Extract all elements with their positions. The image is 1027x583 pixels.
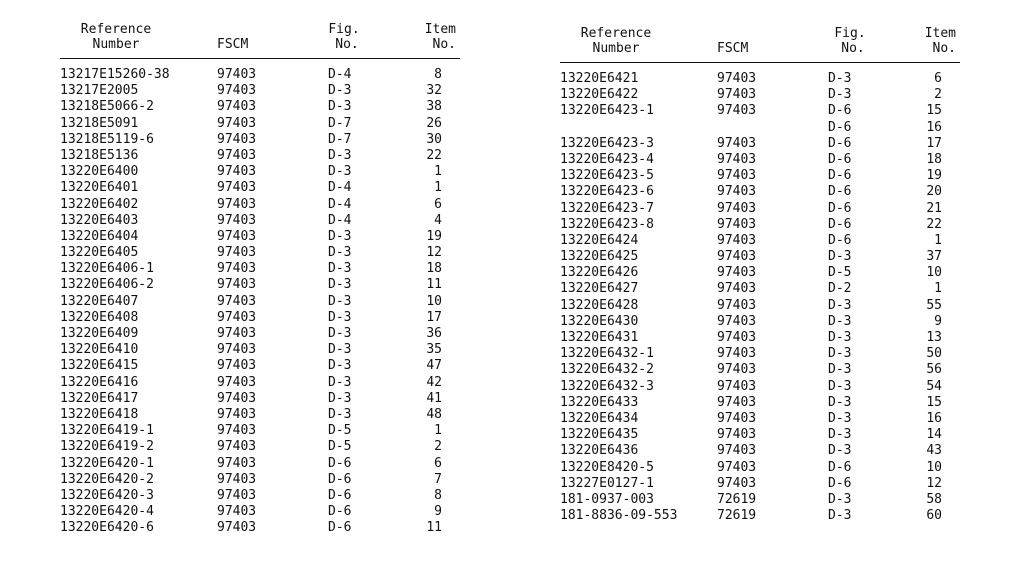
fscm-cell: 97403 [717, 281, 757, 297]
fig-no-cell: D-6 [328, 471, 352, 487]
fig-no-cell: D-6 [828, 119, 852, 135]
ref-number-cell: 13220E6410 [60, 342, 139, 358]
table-row [60, 407, 460, 423]
table-row [60, 116, 460, 132]
ref-number-cell: 13220E6423-3 [560, 135, 654, 151]
item-no-cell: 43 [926, 443, 942, 459]
item-no-header: Item No. [924, 26, 956, 56]
ref-number-cell: 13218E5119-6 [60, 131, 154, 147]
fscm-cell: 97403 [217, 147, 257, 163]
fig-no-cell: D-6 [828, 135, 852, 151]
table-row [560, 395, 960, 411]
ref-number-cell: 13220E6423-7 [560, 200, 654, 216]
item-no-cell: 22 [926, 216, 942, 232]
item-no-cell: 12 [926, 475, 942, 491]
ref-number-header: Reference Number [80, 22, 152, 52]
item-no-cell: 8 [434, 67, 442, 82]
fig-no-cell: D-4 [328, 67, 352, 82]
item-no-cell: 58 [926, 491, 942, 507]
ref-number-cell: 13220E6402 [60, 196, 139, 212]
table-body [60, 67, 460, 536]
item-no-cell: 42 [426, 374, 442, 390]
fig-no-cell: D-3 [328, 164, 352, 180]
table-row [60, 83, 460, 99]
fig-no-cell: D-3 [328, 309, 352, 325]
table-row [60, 67, 460, 83]
item-no-cell: 10 [926, 459, 942, 475]
fig-no-cell: D-6 [828, 151, 852, 167]
ref-number-header: Reference Number [580, 26, 652, 56]
fscm-cell: 72619 [717, 508, 757, 524]
fscm-cell: 97403 [717, 71, 757, 86]
ref-number-cell: 13220E6408 [60, 309, 139, 325]
ref-number-cell: 181-0937-003 [560, 491, 654, 507]
item-no-cell: 30 [426, 131, 442, 147]
item-no-cell: 9 [934, 313, 942, 329]
item-no-cell: 21 [926, 200, 942, 216]
item-no-cell: 35 [426, 342, 442, 358]
table-row [560, 168, 960, 184]
ref-number-cell: 13220E6430 [560, 313, 639, 329]
table-row [560, 330, 960, 346]
ref-number-cell: 13220E6431 [560, 330, 639, 345]
ref-number-cell: 13220E6415 [60, 358, 139, 374]
fig-no-cell: D-3 [328, 83, 352, 99]
fscm-cell: 97403 [717, 330, 757, 345]
table-row [560, 136, 960, 152]
fig-no-cell: D-3 [328, 277, 352, 293]
table-row [560, 87, 960, 103]
ref-number-cell: 13220E6436 [560, 443, 639, 459]
table-row [60, 375, 460, 391]
table-row [60, 229, 460, 245]
fscm-cell: 97403 [717, 216, 757, 232]
ref-number-cell: 13220E6435 [560, 427, 639, 443]
ref-number-cell: 13220E6420-6 [60, 520, 154, 536]
ref-number-cell: 13220E6403 [60, 212, 139, 228]
fig-no-cell: D-7 [328, 131, 352, 147]
fscm-cell: 97403 [217, 390, 257, 406]
item-no-cell: 47 [426, 358, 442, 374]
item-no-cell: 18 [426, 261, 442, 277]
fig-no-cell: D-3 [828, 443, 852, 459]
fig-no-cell: D-6 [828, 232, 852, 248]
ref-number-cell: 13220E6423-4 [560, 151, 654, 167]
fig-no-cell: D-3 [828, 346, 852, 362]
table-row [60, 423, 460, 439]
ref-number-cell: 13220E6421 [560, 71, 639, 86]
table-row [560, 152, 960, 168]
fscm-cell: 97403 [717, 184, 757, 200]
fscm-cell: 97403 [217, 131, 257, 147]
fig-no-cell: D-3 [328, 374, 352, 390]
fig-no-cell: D-3 [328, 326, 352, 341]
right-table [560, 22, 960, 524]
ref-number-cell: 13220E6405 [60, 245, 139, 261]
ref-number-cell: 13220E6426 [560, 265, 639, 281]
table-row [560, 217, 960, 233]
ref-number-cell: 13220E6417 [60, 390, 139, 406]
table-row [60, 277, 460, 293]
item-no-cell: 17 [426, 309, 442, 325]
ref-number-cell: 13220E6400 [60, 164, 139, 180]
item-no-cell: 41 [426, 390, 442, 406]
item-no-cell: 1 [934, 281, 942, 297]
ref-number-cell: 13220E6418 [60, 406, 139, 422]
ref-number-cell: 13220E6433 [560, 394, 639, 410]
table-row [560, 427, 960, 443]
table-row [560, 233, 960, 249]
fig-no-cell: D-6 [828, 200, 852, 216]
table-row [560, 362, 960, 378]
table-row [60, 164, 460, 180]
fig-no-cell: D-6 [328, 504, 352, 520]
table-row [60, 358, 460, 374]
table-row [560, 249, 960, 265]
table-header [60, 18, 460, 58]
fscm-cell: 97403 [717, 427, 757, 443]
ref-number-cell: 13220E6407 [60, 293, 139, 309]
table-body [560, 71, 960, 524]
table-row [560, 346, 960, 362]
fig-no-cell: D-6 [828, 184, 852, 200]
fig-no-cell: D-3 [828, 87, 852, 103]
item-no-cell: 18 [926, 151, 942, 167]
item-no-cell: 56 [926, 362, 942, 378]
fig-no-cell: D-6 [828, 168, 852, 184]
fig-no-cell: D-3 [828, 330, 852, 345]
table-row [560, 184, 960, 200]
fig-no-cell: D-3 [828, 508, 852, 524]
table-row [560, 71, 960, 87]
fig-no-header: Fig. No. [834, 26, 866, 56]
item-no-cell: 11 [426, 277, 442, 293]
fig-no-cell: D-4 [328, 180, 352, 196]
item-no-cell: 20 [926, 184, 942, 200]
fscm-cell: 97403 [717, 103, 757, 119]
fig-no-cell: D-3 [828, 297, 852, 313]
item-no-cell: 1 [434, 164, 442, 180]
ref-number-cell: 13220E6401 [60, 180, 139, 196]
item-no-cell: 10 [426, 293, 442, 309]
ref-number-cell: 13218E5066-2 [60, 99, 154, 115]
table-row [60, 180, 460, 196]
fig-no-cell: D-3 [328, 147, 352, 163]
table-row [60, 310, 460, 326]
fscm-cell: 97403 [217, 487, 257, 503]
table-row [60, 488, 460, 504]
fscm-cell: 97403 [217, 228, 257, 244]
fscm-cell: 97403 [217, 180, 257, 196]
item-no-cell: 10 [926, 265, 942, 281]
table-header [560, 22, 960, 62]
fscm-cell: 97403 [217, 406, 257, 422]
table-row [60, 472, 460, 488]
fscm-cell: 97403 [217, 277, 257, 293]
table-row [60, 326, 460, 342]
ref-number-cell: 13220E8420-5 [560, 459, 654, 475]
ref-number-cell: 13220E6416 [60, 374, 139, 390]
item-no-cell: 55 [926, 297, 942, 313]
item-no-cell: 19 [926, 168, 942, 184]
fscm-cell: 97403 [217, 326, 257, 341]
fig-no-cell: D-3 [328, 358, 352, 374]
fscm-cell: 97403 [717, 297, 757, 313]
item-no-cell: 22 [426, 147, 442, 163]
table-row [60, 439, 460, 455]
fig-no-cell: D-3 [328, 293, 352, 309]
fig-no-cell: D-6 [328, 520, 352, 536]
fig-no-cell: D-3 [828, 313, 852, 329]
fscm-cell: 97403 [217, 83, 257, 99]
table-row [560, 460, 960, 476]
ref-number-cell: 13227E0127-1 [560, 475, 654, 491]
fig-no-cell: D-3 [828, 362, 852, 378]
fscm-cell: 97403 [217, 309, 257, 325]
item-no-cell: 13 [926, 330, 942, 345]
table-row [560, 443, 960, 459]
ref-number-cell: 13220E6420-2 [60, 471, 154, 487]
ref-number-cell: 13220E6423-8 [560, 216, 654, 232]
fscm-cell: 97403 [217, 439, 257, 455]
fscm-cell: 97403 [217, 293, 257, 309]
fscm-cell: 97403 [717, 378, 757, 394]
item-no-cell: 16 [926, 119, 942, 135]
fig-no-cell: D-3 [328, 342, 352, 358]
table-row [60, 148, 460, 164]
fscm-cell: 97403 [217, 261, 257, 277]
table-row [560, 508, 960, 524]
fscm-cell: 97403 [717, 232, 757, 248]
table-row [60, 132, 460, 148]
item-no-cell: 9 [434, 504, 442, 520]
item-no-cell: 6 [934, 71, 942, 86]
table-row [560, 476, 960, 492]
fig-no-cell: D-6 [828, 216, 852, 232]
item-no-cell: 7 [434, 471, 442, 487]
fscm-cell: 97403 [217, 358, 257, 374]
fig-no-cell: D-4 [328, 212, 352, 228]
ref-number-cell: 13220E6420-1 [60, 455, 154, 471]
ref-number-cell: 13220E6409 [60, 326, 139, 341]
fscm-cell: 97403 [217, 99, 257, 115]
fig-no-cell: D-3 [828, 378, 852, 394]
ref-number-cell: 181-8836-09-553 [560, 508, 678, 524]
fscm-cell: 97403 [217, 504, 257, 520]
ref-number-cell: 13220E6425 [560, 249, 639, 265]
fig-no-header: Fig. No. [328, 22, 360, 52]
item-no-cell: 26 [426, 115, 442, 131]
fscm-cell: 97403 [217, 520, 257, 536]
fscm-cell: 97403 [717, 168, 757, 184]
ref-number-cell: 13220E6420-4 [60, 504, 154, 520]
fscm-cell: 72619 [717, 491, 757, 507]
fig-no-cell: D-3 [828, 249, 852, 265]
table-row [60, 294, 460, 310]
fig-no-cell: D-6 [828, 103, 852, 119]
fig-no-cell: D-2 [828, 281, 852, 297]
table-row [560, 298, 960, 314]
item-no-header: Item No. [424, 22, 456, 52]
ref-number-cell: 13220E6422 [560, 87, 639, 103]
ref-number-cell: 13220E6423-1 [560, 103, 654, 119]
fscm-cell: 97403 [217, 374, 257, 390]
fig-no-cell: D-3 [828, 491, 852, 507]
fscm-cell: 97403 [217, 164, 257, 180]
ref-number-cell: 13220E6406-2 [60, 277, 154, 293]
table-row [560, 265, 960, 281]
ref-number-cell: 13220E6404 [60, 228, 139, 244]
fscm-cell: 97403 [717, 265, 757, 281]
item-no-cell: 1 [434, 180, 442, 196]
item-no-cell: 12 [426, 245, 442, 261]
fscm-cell: 97403 [717, 459, 757, 475]
table-row [560, 314, 960, 330]
table-row [60, 504, 460, 520]
item-no-cell: 36 [426, 326, 442, 341]
table-row [560, 379, 960, 395]
item-no-cell: 11 [426, 520, 442, 536]
item-no-cell: 16 [926, 410, 942, 426]
ref-number-cell: 13220E6424 [560, 232, 639, 248]
table-row [560, 411, 960, 427]
table-row [60, 342, 460, 358]
table-row [60, 99, 460, 115]
fscm-header: FSCM [217, 37, 249, 52]
item-no-cell: 38 [426, 99, 442, 115]
fig-no-cell: D-5 [828, 265, 852, 281]
ref-number-cell: 13220E6423-6 [560, 184, 654, 200]
fig-no-cell: D-5 [328, 423, 352, 439]
item-no-cell: 6 [434, 196, 442, 212]
fscm-header: FSCM [717, 41, 749, 56]
fscm-cell: 97403 [717, 475, 757, 491]
item-no-cell: 32 [426, 83, 442, 99]
table-row [560, 103, 960, 119]
fscm-cell: 97403 [217, 212, 257, 228]
fscm-cell: 97403 [217, 423, 257, 439]
item-no-cell: 2 [434, 439, 442, 455]
fig-no-cell: D-6 [828, 475, 852, 491]
table-row [560, 492, 960, 508]
item-no-cell: 17 [926, 135, 942, 151]
fscm-cell: 97403 [217, 455, 257, 471]
fig-no-cell: D-3 [828, 71, 852, 86]
ref-number-cell: 13220E6432-2 [560, 362, 654, 378]
item-no-cell: 37 [926, 249, 942, 265]
ref-number-cell: 13220E6423-5 [560, 168, 654, 184]
table-row [60, 213, 460, 229]
item-no-cell: 2 [934, 87, 942, 103]
fscm-cell: 97403 [717, 362, 757, 378]
fig-no-cell: D-4 [328, 196, 352, 212]
ref-number-cell: 13220E6406-1 [60, 261, 154, 277]
table-row [60, 520, 460, 536]
table-row [560, 281, 960, 297]
ref-number-cell: 13218E5136 [60, 147, 139, 163]
item-no-cell: 8 [434, 487, 442, 503]
table-row [60, 245, 460, 261]
fscm-cell: 97403 [717, 135, 757, 151]
ref-number-cell: 13220E6434 [560, 410, 639, 426]
fscm-cell: 97403 [717, 443, 757, 459]
fscm-cell: 97403 [217, 471, 257, 487]
fig-no-cell: D-3 [328, 245, 352, 261]
fig-no-cell: D-3 [828, 427, 852, 443]
table-row [60, 261, 460, 277]
fig-no-cell: D-5 [328, 439, 352, 455]
fig-no-cell: D-3 [328, 228, 352, 244]
fig-no-cell: D-3 [828, 410, 852, 426]
fscm-cell: 97403 [717, 313, 757, 329]
ref-number-cell: 13220E6428 [560, 297, 639, 313]
ref-number-cell: 13220E6419-2 [60, 439, 154, 455]
table-row [560, 120, 960, 136]
item-no-cell: 19 [426, 228, 442, 244]
fscm-cell: 97403 [717, 410, 757, 426]
fscm-cell: 97403 [217, 67, 257, 82]
header-rule [560, 62, 960, 63]
table-row [60, 391, 460, 407]
fig-no-cell: D-3 [328, 406, 352, 422]
table-row [60, 456, 460, 472]
item-no-cell: 1 [434, 423, 442, 439]
table-row [60, 197, 460, 213]
fscm-cell: 97403 [217, 342, 257, 358]
ref-number-cell: 13220E6432-3 [560, 378, 654, 394]
item-no-cell: 1 [934, 232, 942, 248]
ref-number-cell: 13220E6420-3 [60, 487, 154, 503]
fig-no-cell: D-3 [828, 394, 852, 410]
fig-no-cell: D-3 [328, 99, 352, 115]
ref-number-cell: 13220E6432-1 [560, 346, 654, 362]
item-no-cell: 50 [926, 346, 942, 362]
item-no-cell: 48 [426, 406, 442, 422]
fscm-cell: 97403 [217, 245, 257, 261]
fscm-cell: 97403 [217, 196, 257, 212]
ref-number-cell: 13218E5091 [60, 115, 139, 131]
item-no-cell: 14 [926, 427, 942, 443]
left-table [60, 18, 460, 536]
item-no-cell: 15 [926, 103, 942, 119]
fig-no-cell: D-3 [328, 261, 352, 277]
fscm-cell: 97403 [717, 346, 757, 362]
fig-no-cell: D-7 [328, 115, 352, 131]
item-no-cell: 6 [434, 455, 442, 471]
ref-number-cell: 13220E6427 [560, 281, 639, 297]
fscm-cell: 97403 [717, 249, 757, 265]
ref-number-cell: 13217E2005 [60, 83, 139, 99]
fig-no-cell: D-6 [328, 487, 352, 503]
table-row [560, 201, 960, 217]
item-no-cell: 60 [926, 508, 942, 524]
fig-no-cell: D-6 [328, 455, 352, 471]
item-no-cell: 15 [926, 394, 942, 410]
fscm-cell: 97403 [717, 200, 757, 216]
item-no-cell: 4 [434, 212, 442, 228]
fig-no-cell: D-3 [328, 390, 352, 406]
ref-number-cell: 13217E15260-38 [60, 67, 170, 82]
fig-no-cell: D-6 [828, 459, 852, 475]
fscm-cell: 97403 [717, 87, 757, 103]
header-rule [60, 58, 460, 59]
ref-number-cell: 13220E6419-1 [60, 423, 154, 439]
item-no-cell: 54 [926, 378, 942, 394]
fscm-cell: 97403 [217, 115, 257, 131]
fscm-cell: 97403 [717, 151, 757, 167]
fscm-cell: 97403 [717, 394, 757, 410]
